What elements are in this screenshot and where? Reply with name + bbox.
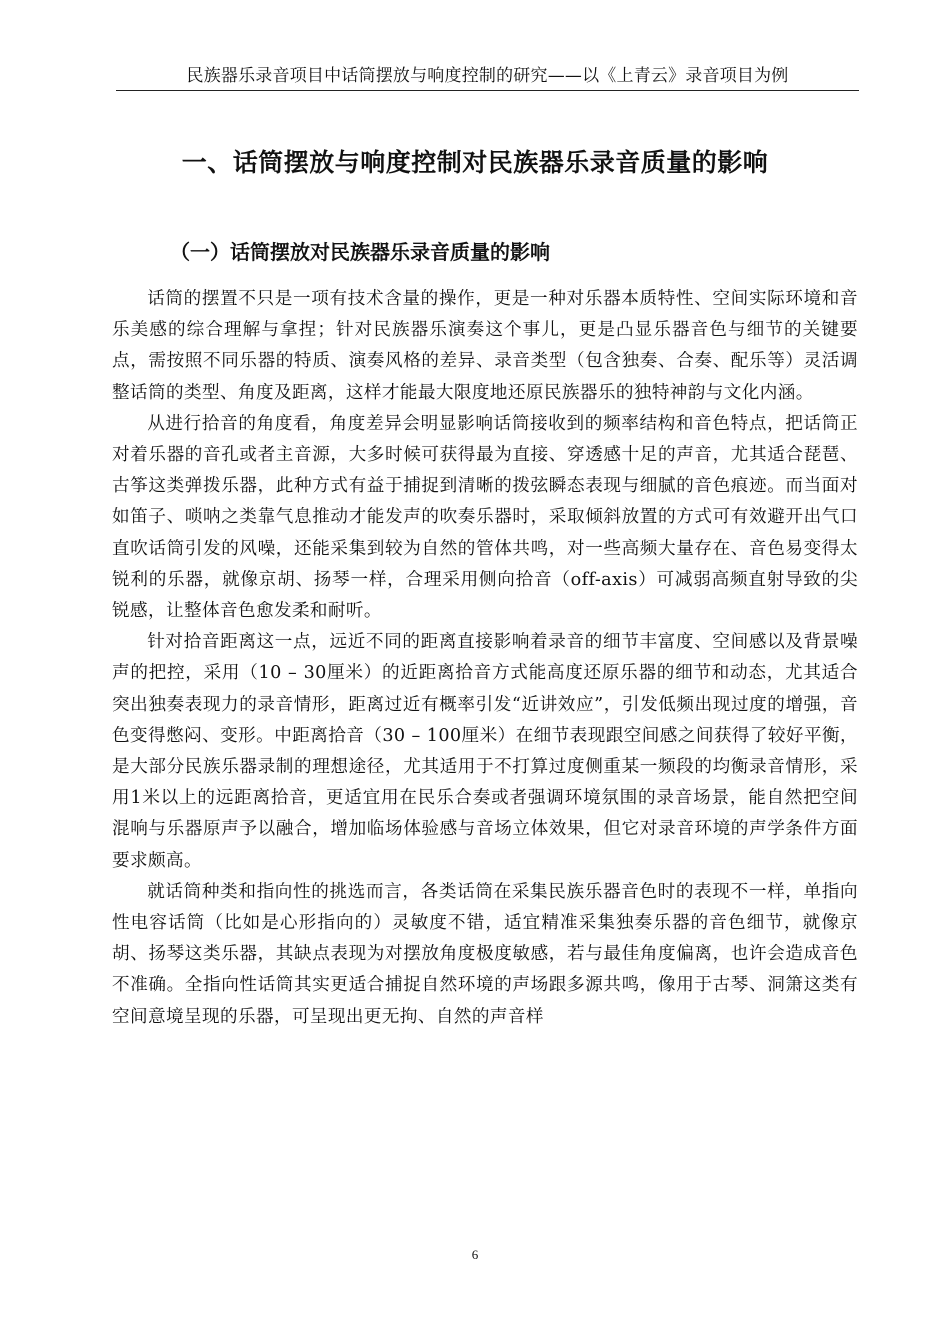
paragraph: 就话筒种类和指向性的挑选而言，各类话筒在采集民族乐器音色时的表现不一样，单指向性电容话筒（比如是心形指向的）灵敏度不错，适宜精准采集独奏乐器的音色细节，就像京胡、扬琴这类乐器，其缺点表现为对摆放角度极度敏感，若与最佳角度偏离，也许会造成音色不准确。全指向性话筒其实更适合捕捉自然环境的声场跟多源共鸣，像用于古琴、洞箫这类有空间意境呈现的乐器，可呈现出更无拘、自然的声音样 bbox=[112, 881, 858, 1027]
page-number: 6 bbox=[471, 1247, 479, 1262]
paragraph: 针对拾音距离这一点，远近不同的距离直接影响着录音的细节丰富度、空间感以及背景噪声的把控，采用（10 – 30厘米）的近距离拾音方式能高度还原乐器的细节和动态，尤其适合突出独奏表现力的录音情形，距离过近有概率引发“近讲效应”，引发低频出现过度的增强，音色变得憋闷、变形。中距离拾音（30 – 100厘米）在细节表现跟空间感之间获得了较好平衡，是大部分民族乐器录制的理想途径，尤其适用于不打算过度侧重某一频段的均衡录音情形，采用1米以上的远距离拾音，更适宜用在民乐合奏或者强调环境氛围的录音场景，能自然把空间混响与乐器原声予以融合，增加临场体验感与音场立体效果，但它对录音环境的声学条件方面要求颇高。 bbox=[112, 632, 858, 871]
running-header: 民族器乐录音项目中话筒摆放与响度控制的研究——以《上青云》录音项目为例 bbox=[116, 64, 859, 91]
paragraph: 从进行拾音的角度看，角度差异会明显影响话筒接收到的频率结构和音色特点，把话筒正对着乐器的音孔或者主音源，大多时候可获得最为直接、穿透感十足的声音，尤其适合琵琶、古筝这类弹拨乐器，此种方式有益于捕捉到清晰的拨弦瞬态表现与细腻的音色痕迹。而当面对如笛子、唢呐之类靠气息推动才能发声的吹奏乐器时，采取倾斜放置的方式可有效避开出气口直吹话筒引发的风噪，还能采集到较为自然的管体共鸣，对一些高频大量存在、音色易变得太锐利的乐器，就像京胡、扬琴一样，合理采用侧向拾音（off-axis）可减弱高频直射导致的尖锐感，让整体音色愈发柔和耐听。 bbox=[112, 413, 858, 622]
chapter-title: 一、话筒摆放与响度控制对民族器乐录音质量的影响 bbox=[181, 148, 769, 177]
body-text bbox=[112, 284, 858, 1033]
paragraph: 话筒的摆置不只是一项有技术含量的操作，更是一种对乐器本质特性、空间实际环境和音乐美感的综合理解与拿捏；针对民族器乐演奏这个事儿，更是凸显乐器音色与细节的关键要点，需按照不同乐器的特质、演奏风格的差异、录音类型（包含独奏、合奏、配乐等）灵活调整话筒的类型、角度及距离，这样才能最大限度地还原民族器乐的独特神韵与文化内涵。 bbox=[112, 289, 858, 403]
section-title: （一）话筒摆放对民族器乐录音质量的影响 bbox=[170, 240, 550, 264]
